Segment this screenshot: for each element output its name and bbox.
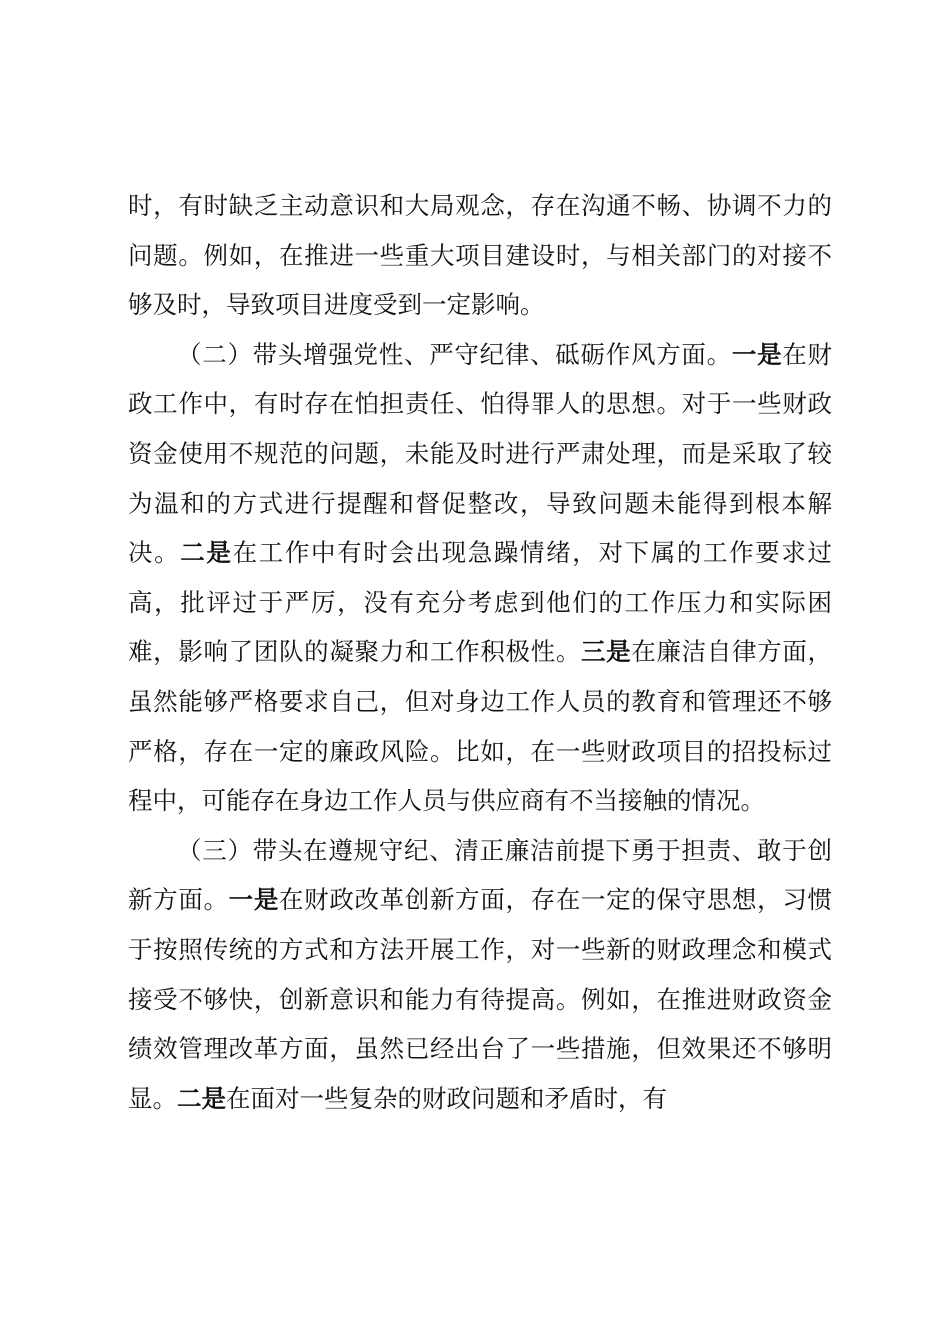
text-run: 在工作中有时会出现急躁情绪，对下属的工作要求过高，批评过于严厉，没有充分考虑到他们的工作压力和实际困难，影响了团队的凝聚力和工作积极性。	[128, 538, 833, 667]
text-run: 在面对一些复杂的财政问题和矛盾时，有	[226, 1083, 667, 1113]
section-heading: （三）带头在遵规守纪、清正廉洁前提下勇于担责、敢于创新方面。	[128, 835, 832, 915]
bold-lead-first: 一是	[731, 339, 783, 369]
bold-lead-second: 二是	[180, 538, 233, 568]
bold-lead-first: 一是	[228, 885, 280, 915]
text-run: 在财政改革创新方面，存在一定的保守思想，习惯于按照传统的方式和方法开展工作，对一些新的财政理念和模式接受不够快，创新意识和能力有待提高。例如，在推进财政资金绩效管理改革方面，虽然已经出台了一些措施，但效果还不够明显。	[128, 885, 833, 1113]
document-body	[128, 181, 832, 1123]
text-run: 在财政工作中，有时存在怕担责任、怕得罪人的思想。对于一些财政资金使用不规范的问题，未能及时进行严肃处理，而是采取了较为温和的方式进行提醒和督促整改，导致问题未能得到根本解决。	[128, 339, 833, 568]
paragraph-section-two	[128, 330, 832, 826]
paragraph-section-three	[128, 826, 832, 1124]
text-run: 在廉洁自律方面，虽然能够严格要求自己，但对身边工作人员的教育和管理还不够严格，存在一定的廉政风险。比如，在一些财政项目的招投标过程中，可能存在身边工作人员与供应商有不当接触的情况。	[128, 637, 833, 816]
text-run: 时，有时缺乏主动意识和大局观念，存在沟通不畅、协调不力的问题。例如，在推进一些重大项目建设时，与相关部门的对接不够及时，导致项目进度受到一定影响。	[128, 191, 832, 320]
bold-lead-third: 三是	[581, 637, 632, 667]
paragraph-continuation	[128, 181, 832, 330]
section-heading: （二）带头增强党性、严守纪律、砥砺作风方面。	[177, 339, 732, 369]
bold-lead-second: 二是	[177, 1083, 226, 1113]
